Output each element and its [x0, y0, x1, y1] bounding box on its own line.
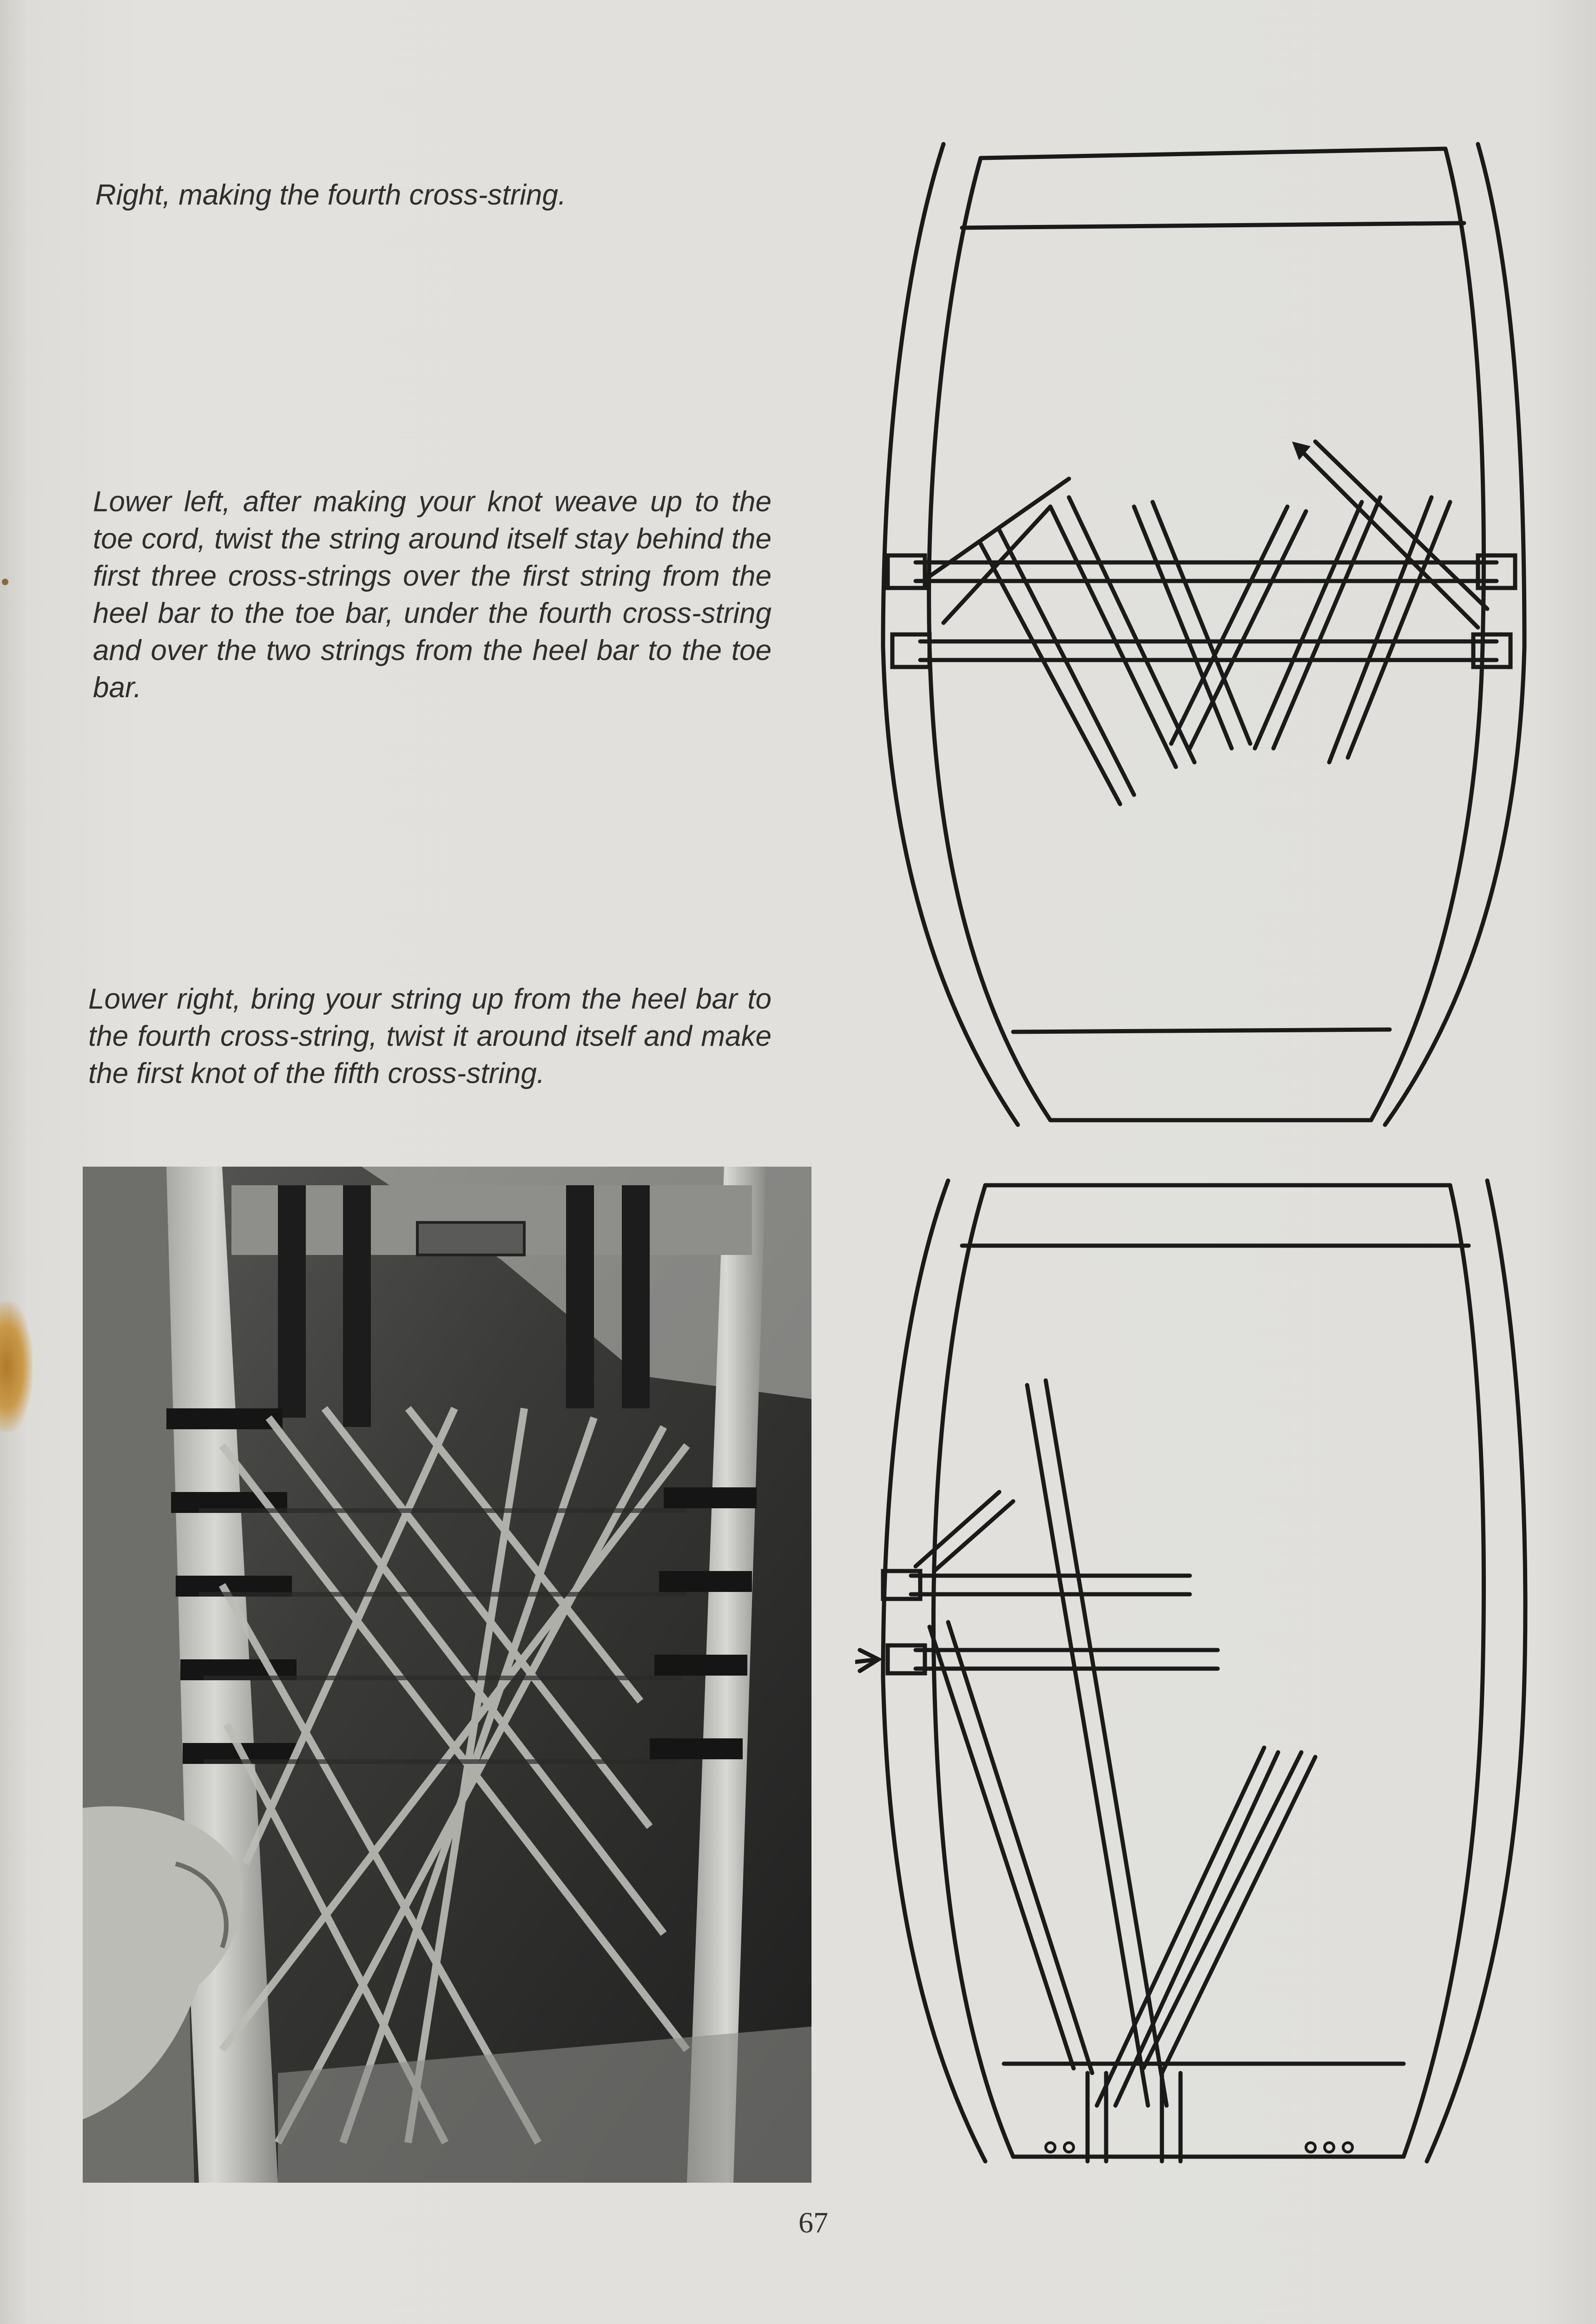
caption-lower-left: Lower left, after making your knot weave up to the toe cord, twist the string around itself stay behind the first three cross-strings over the first string from the heel bar to the toe bar, under the fourth cross-string and over the two strings from the heel bar to the toe bar.	[93, 486, 772, 704]
page-number: 67	[798, 2206, 828, 2239]
page-stain	[0, 1301, 33, 1432]
caption-right: Right, making the fourth cross-string.	[95, 179, 567, 211]
diagram-fourth-cross-string	[874, 135, 1534, 1143]
snowshoe-weaving-photo	[83, 1167, 811, 2183]
diagram-fifth-cross-string	[855, 1167, 1538, 2185]
page-mark	[2, 579, 8, 585]
caption-lower-right: Lower right, bring your string up from the heel bar to the fourth cross-string, twist it around itself and make the first knot of the fifth cross-string.	[88, 983, 772, 1089]
